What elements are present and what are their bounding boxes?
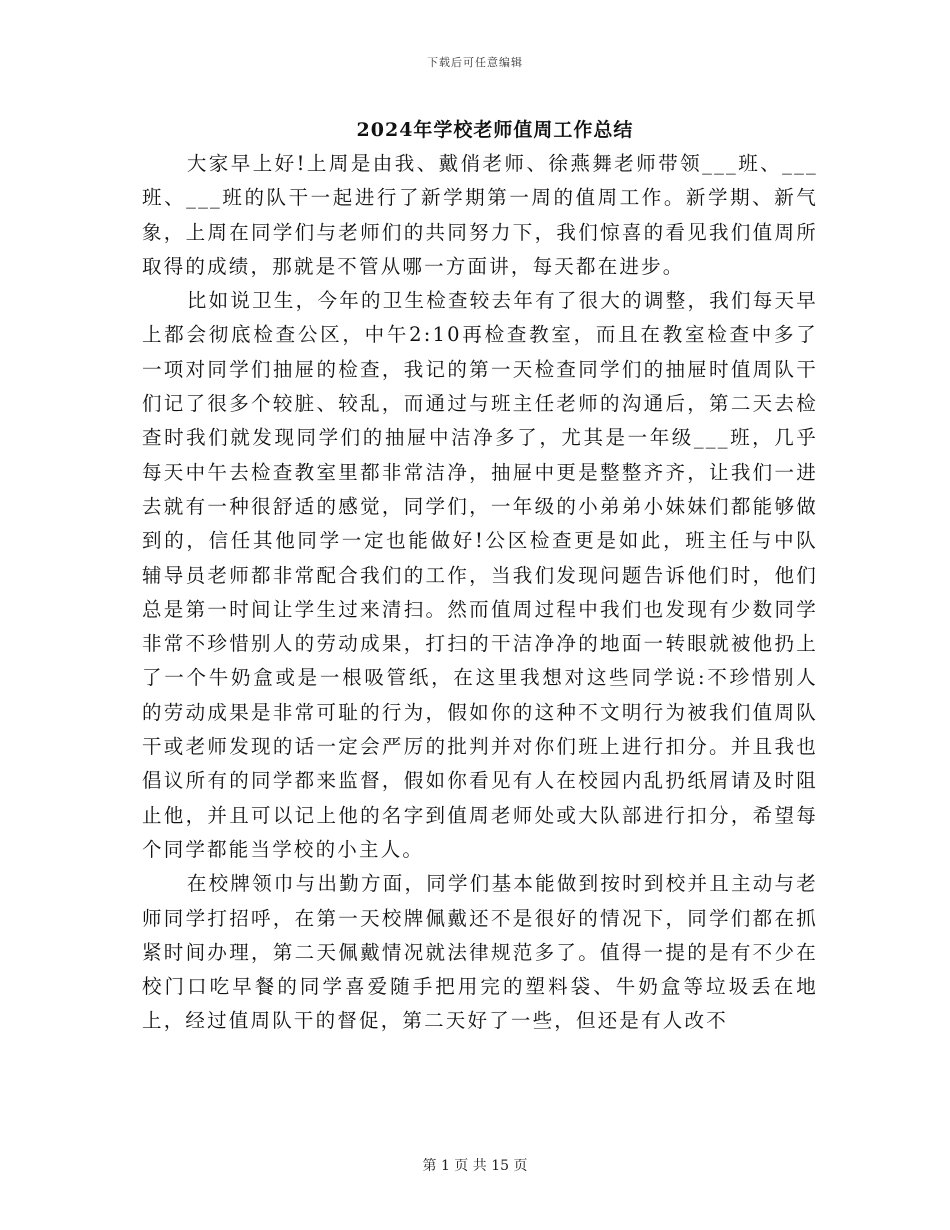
header-note: 下载后可任意编辑 [427,56,523,69]
paragraph-1: 大家早上好!上周是由我、戴俏老师、徐燕舞老师带领___班、___班、___班的队干一起进行了新学期第一周的值周工作。新学期、新气象，上周在同学们与老师们的共同努力下，我们惊喜的看见我们值周所取得的成绩，那就是不管从哪一方面讲，每天都在进步。 [142,152,818,278]
paragraph-3: 在校牌领巾与出勤方面，同学们基本能做到按时到校并且主动与老师同学打招呼，在第一天校牌佩戴还不是很好的情况下，同学们都在抓紧时间办理，第二天佩戴情况就法律规范多了。值得一提的是有不少在校门口吃早餐的同学喜爱随手把用完的塑料袋、牛奶盒等垃圾丢在地上，经过值周队干的督促，第二天好了一些，但还是有人改不 [142,872,818,1033]
document-title: 2024年学校老师值周工作总结 [356,119,634,141]
document-body [142,147,818,1039]
paragraph-2: 比如说卫生，今年的卫生检查较去年有了很大的调整，我们每天早上都会彻底检查公区，中午2:10再检查教室，而且在教室检查中多了一项对同学们抽屉的检查，我记的第一天检查同学们的抽屉时值周队干们记了很多个较脏、较乱，而通过与班主任老师的沟通后，第二天去检查时我们就发现同学们的抽屉中洁净多了，尤其是一年级___班，几乎每天中午去检查教室里都非常洁净，抽屉中更是整整齐齐，让我们一进去就有一种很舒适的感觉，同学们，一年级的小弟弟小妹妹们都能够做到的，信任其他同学一定也能做好!公区检查更是如此，班主任与中队辅导员老师都非常配合我们的工作，当我们发现问题告诉他们时，他们总是第一时间让学生过来清扫。然而值周过程中我们也发现有少数同学非常不珍惜别人的劳动成果，打扫的干洁净净的地面一转眼就被他扔上了一个牛奶盒或是一根吸管纸，在这里我想对这些同学说:不珍惜别人的劳动成果是非常可耻的行为，假如你的这种不文明行为被我们值周队干或老师发现的话一定会严厉的批判并对你们班上进行扣分。并且我也倡议所有的同学都来监督，假如你看见有人在校园内乱扔纸屑请及时阻止他，并且可以记上他的名字到值周老师处或大队部进行扣分，希望每个同学都能当学校的小主人。 [142,289,818,861]
page-footer: 第 1 页 共 15 页 [422,1158,528,1174]
